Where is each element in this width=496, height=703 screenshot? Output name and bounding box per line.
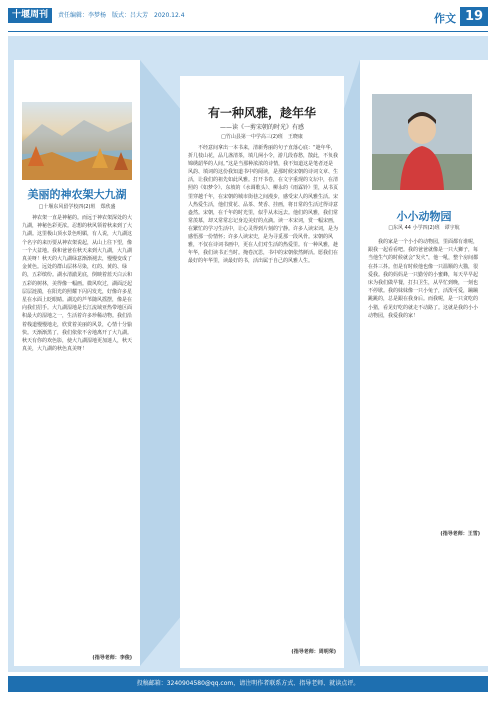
masthead-logo: 十堰周刊 [8, 8, 52, 23]
editor-info: 责任编辑：李梦杨 版式：吕大芳 2020.12.4 [58, 12, 185, 19]
article-title-right: 小小动物园 [396, 210, 452, 223]
author-photo [372, 94, 472, 190]
teacher-signature-center: (指导老师：周明荣) [291, 649, 336, 655]
left-connector [140, 60, 180, 666]
page-header [0, 0, 496, 34]
section-title: 作文 [434, 12, 456, 25]
author-line-left: □十堰东风留学校四(2)班 郑欣盛 [38, 204, 116, 210]
article-title-center: 有一种风雅，趁年华 [207, 106, 316, 120]
article-title-left: 美丽的神农架大九湖 [27, 188, 127, 201]
page-number: 19 [460, 7, 488, 26]
submission-footer: 投稿邮箱：3240904580@qq.com，请注明作者联系方式、指导老师、就读点评。 [8, 676, 488, 692]
teacher-signature-left: (指导老师：李俊) [92, 655, 132, 661]
author-line-right: □东风 44 小学四(2)班 谭宇航 [388, 225, 460, 231]
article-body-center: 不经意间拿出一本书来，清新秀丽的句子直落心底：“趁年华，折几枝山花，品几盏清茶，填几阕小令，游几段春愁，散此，不负我锦绣韶华的人间。”这是当那种浓浓的诗情，我不知道这是笔者还是风韵、填词的这份我知道书中的阅读，是那时候宋朝的诗词文章、生活，让我们的祖先如此风雅。打开书卷，在文字重现的文坛中，在清照的《如梦令》、东坡的《水调歌头》、柳永的《雨霖铃》里，从书页里穿越千年，在宋朝的城市街巷之间漫步，感受宋人的风雅生活。宋人热爱生活，他们赏花、品茶、焚香、挂画，将日常的生活过得诗意盎然。宋朝，在千年的时光里，似乎从未远去。他们的风雅，我们常常羡慕，却又常常忘记身边美好的点滴。读一本宋词，赏一幅宋画，在繁忙的学习生活中，让心灵得到片刻的宁静。许多人读宋词，是为感悟那一份情怀；许多人读宋史，是为寻觅那一段风骨。宋朝的风雅，不仅在诗词书画中，更在人们对生活的热爱里。有一种风雅，趁年华，我们读书正当时。掩卷沉思，书中的宋朝依然鲜活。愿我们在最好的年华里，读最好的书，活出属于自己的风雅人生。 [188, 145, 339, 265]
teacher-signature-right: (指导老师：王雪) [440, 531, 480, 537]
landscape-painting [22, 102, 132, 180]
article-body-right: 我的家是一个小小的动物园，里面都有谁呢，跟我一起看看吧。我的爸爸就像是一只大狮子，每当他生气的时候就会“发火”，他一吼，整个房间都在抖三抖。但是有时候他也像一只温顺的大猫，很爱我。我的妈妈是一只勤劳的小蜜蜂，每天早早起床为我们做早餐，打扫卫生，从早忙到晚，一刻也不停歇。我的妹妹像一只小兔子，活泼可爱，蹦蹦跳跳的，总是跟在我身后。而我呢，是一只贪吃的小猪，看见好吃的就走不动路了。这就是我的小小动物园，我爱我的家！ [368, 239, 479, 319]
article-subtitle-center: ——读《一剪宋朝的时光》有感 [219, 124, 304, 131]
right-connector [344, 60, 360, 666]
header-divider [8, 31, 488, 32]
author-line-center: □竹山县第一中学高三(2)班 王晓康 [221, 134, 303, 140]
article-body-left: 神农架一直是神秘的。而远于神农架深处的大九湖，神秘色彩更浓。忍想的秋风领着秋来到了大九湖。这里极山顶水景色明媚，有人说，大九湖这个名字的来历要从神农架说起，从山上往下望，像一个大盆地。我和爸爸在秋天来到大九湖，大九湖真美呀！秋天的大九湖绿意渐渐褪去，慢慢变成了金黄色。远处的群山层林尽染，红的、黄的、绿的，五彩缤纷。湖水清澈见底，倒映着蓝天白云和五彩的树林，美得像一幅画。微风吹过，湖面泛起层层涟漪，在阳光的照耀下闪闪发光，好像许多星星在水面上眨眼睛。湖边的芦苇随风摇摆，像是在向我们招手。大九湖湿地是长江流域亚热带地区面积最大的湿地之一，生活着许多珍稀动物。我们沿着栈道慢慢地走，欣赏着美丽的风景，心情十分愉快。天渐渐黑了，我们依依不舍地离开了大九湖。秋天有你的欢色影，使大九湖湿地更加迷人，秋天真美，大九湖的秋色真美呀！ [22, 215, 133, 353]
